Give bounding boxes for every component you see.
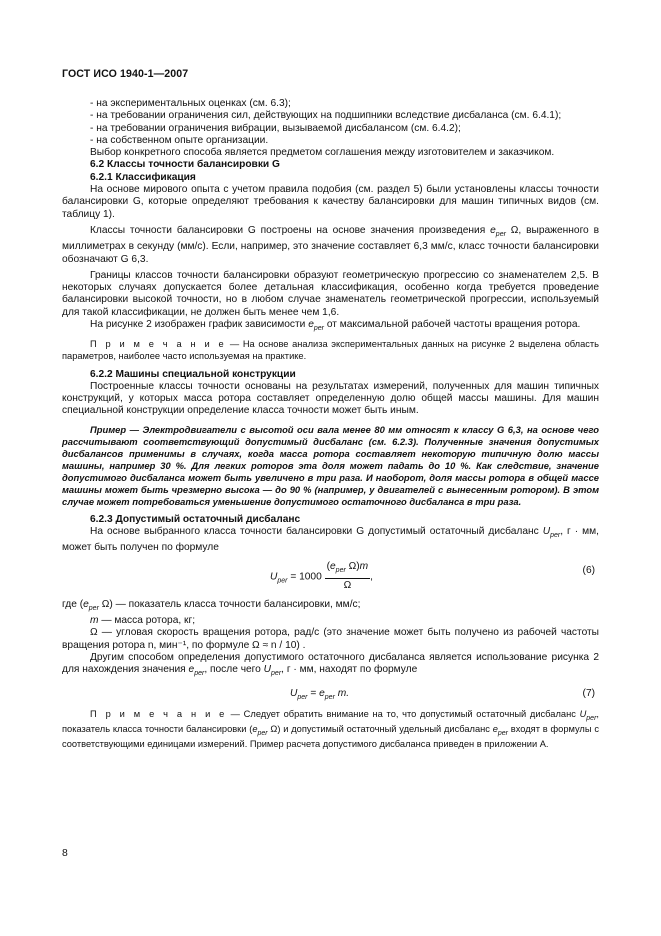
- paragraph-geometric-progression: Границы классов точности балансировки образуют геометрическую прогрессию со знаменателем 2,5. В некоторых случаях допускается более детальная классификация, особенно когда требуется проведение балансировки высокой точности, но в любом случае знаменатель геометрической прогрессии, используемый для такой классификации, не должен быть менее чем 1,6.: [62, 269, 599, 318]
- formula-6-fraction: $\frac{(e_{per} \Omega)m}{\Omega}$: [326, 560, 369, 592]
- paragraph-special-machines: Построенные классы точности основаны на результатах измерений, полученных для машин типичных конструкций, у которых масса ротора составляет определенную долю общей массы машины. Для машин специальной конструкции определение класса точности может быть иным.: [62, 380, 599, 417]
- where-definition-3: Ω — угловая скорость вращения ротора, рад/с (это значение может быть получено из рабочей частоты вращения ротора n, мин⁻¹, по формуле Ω ≈ n / 10) .: [62, 627, 599, 651]
- formula-6-expression: $U_{per} = 1000$ $\frac{(e_{per} \Omega)m}{\Omega}$ ,: [270, 560, 373, 592]
- list-item: - на требовании ограничения сил, действующих на подшипники вследствие дисбаланса (см. 6.4.1);: [90, 110, 562, 122]
- example-paragraph: Пример — Электродвигатели с высотой оси вала менее 80 мм относят к классу G 6,3, на основе чего рассчитывают соответствующий допустимый дисбаланс (см. 6.2.3). Полученные значения допустимых дисбалансов применимы в случаях, когда масса ротора составляет некоторую типичную долю массы машины, например 30 %. Для легких роторов эта доля может падать до 10 %. Как следствие, значение допустимого дисбаланса может быть увеличено в три раза. И наоборот, доля массы ротора в общей массе машины может быть чрезмерно высока — до 90 % (например, у двигателей с вынесенным ротором). В этом случае может потребоваться уменьшение допустимого остаточного дисбаланса в три раза.: [62, 423, 599, 507]
- paragraph-classification: На основе мирового опыта с учетом правила подобия (см. раздел 5) были установлены классы точности балансировки G, которые определяют требования к качеству балансировки для машин типичных видов (см. таблицу 1).: [62, 184, 599, 220]
- list-item: - на собственном опыте организации.: [90, 134, 269, 146]
- note-1: П р и м е ч а н и е — На основе анализа экспериментальных данных на рисунке 2 выделена область параметров, наиболее часто используемая на практике.: [62, 339, 599, 361]
- where-definition-1: где ($e_{per}$ Ω) — показатель класса точности балансировки, мм/с;: [62, 598, 361, 612]
- where-definition-2: m — масса ротора, кг;: [90, 615, 196, 627]
- section-heading-6-2-1: 6.2.1 Классификация: [90, 171, 196, 183]
- formula-7-number: (7): [582, 687, 595, 699]
- paragraph-classes-built: Классы точности балансировки G построены на основе значения произведения $e_{per}$ Ω, выраженного в миллиметрах в секунду (мм/с). Если, например, это значение составляет 6,3 мм/с, класс точности балансировки обозначают G 6,3.: [62, 224, 599, 265]
- formula-7-expression: $U_{per} = e_{per}$ m.: [290, 687, 350, 701]
- list-item: - на требовании ограничения вибрации, вызываемой дисбалансом (см. 6.4.2);: [90, 122, 461, 134]
- list-item: - на экспериментальных оценках (см. 6.3);: [90, 98, 291, 109]
- formula-6: [62, 555, 599, 595]
- section-heading-6-2: 6.2 Классы точности балансировки G: [90, 159, 280, 171]
- note-2: П р и м е ч а н и е — Следует обратить внимание на то, что допустимый остаточный дисбаланс $U_{per}$, показатель класса точности балансировки ($e_{per}$ Ω) и допустимый остаточный удельный дисбаланс $e_{per}$ входят в формулы с соответствующими единицами измерений. Пример расчета допустимого дисбаланса приведен в приложении А.: [62, 708, 599, 750]
- choice-paragraph: Выбор конкретного способа является предметом соглашения между изготовителем и заказчиком.: [90, 147, 555, 159]
- section-heading-6-2-3: 6.2.3 Допустимый остаточный дисбаланс: [90, 513, 301, 525]
- paragraph-alternative-method: Другим способом определения допустимого остаточного дисбаланса является использование рисунка 2 для нахождения значения $e_{per}$, после чего $U_{per}$, г · мм, находят по формуле: [62, 651, 599, 678]
- section-heading-6-2-2: 6.2.2 Машины специальной конструкции: [90, 368, 296, 380]
- paragraph-residual-unbalance: На основе выбранного класса точности балансировки G допустимый остаточный дисбаланс $U_{per}$, г · мм, может быть получен по формуле: [62, 526, 599, 554]
- document-body: [62, 98, 599, 751]
- formula-7: [62, 681, 599, 705]
- page-number: 8: [62, 848, 68, 859]
- paragraph-figure-reference: На рисунке 2 изображен график зависимости $e_{per}$ от максимальной рабочей частоты вращения ротора.: [90, 319, 581, 333]
- formula-6-number: (6): [582, 564, 595, 576]
- document-header: ГОСТ ИСО 1940-1—2007: [62, 68, 189, 80]
